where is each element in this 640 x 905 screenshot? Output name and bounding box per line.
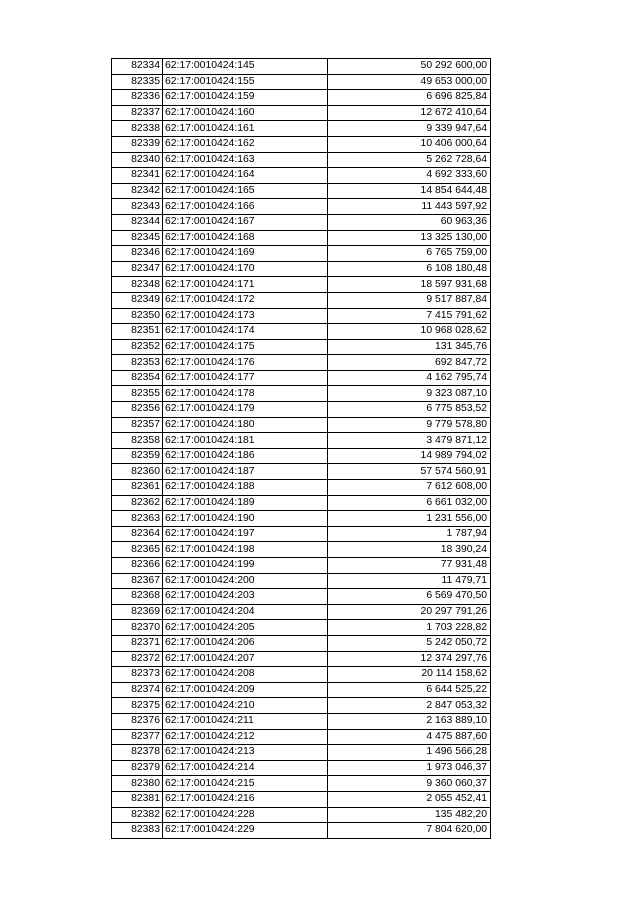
- table-row: [112, 589, 491, 605]
- row-number-cell: 82347: [112, 261, 163, 277]
- row-number-cell: 82359: [112, 448, 163, 464]
- row-number-cell: 82335: [112, 74, 163, 90]
- row-number-cell: 82348: [112, 277, 163, 293]
- table-row: [112, 495, 491, 511]
- row-number-cell: 82374: [112, 682, 163, 698]
- value-cell: 5 242 050,72: [328, 635, 491, 651]
- cadastral-number-cell: 62:17:0010424:161: [163, 121, 328, 137]
- cadastral-number-cell: 62:17:0010424:189: [163, 495, 328, 511]
- value-cell: 50 292 600,00: [328, 59, 491, 75]
- cadastral-value-table: [111, 58, 491, 839]
- value-cell: 77 931,48: [328, 558, 491, 574]
- cadastral-number-cell: 62:17:0010424:208: [163, 667, 328, 683]
- value-cell: 9 323 087,10: [328, 386, 491, 402]
- table-row: [112, 480, 491, 496]
- value-cell: 10 406 000,64: [328, 136, 491, 152]
- cadastral-number-cell: 62:17:0010424:215: [163, 776, 328, 792]
- value-cell: 4 692 333,60: [328, 168, 491, 184]
- row-number-cell: 82346: [112, 246, 163, 262]
- table-row: [112, 417, 491, 433]
- cadastral-number-cell: 62:17:0010424:206: [163, 635, 328, 651]
- row-number-cell: 82338: [112, 121, 163, 137]
- cadastral-number-cell: 62:17:0010424:170: [163, 261, 328, 277]
- row-number-cell: 82352: [112, 339, 163, 355]
- cadastral-number-cell: 62:17:0010424:204: [163, 604, 328, 620]
- table-row: [112, 542, 491, 558]
- table-row: [112, 246, 491, 262]
- cadastral-number-cell: 62:17:0010424:205: [163, 620, 328, 636]
- cadastral-number-cell: 62:17:0010424:166: [163, 199, 328, 215]
- cadastral-number-cell: 62:17:0010424:186: [163, 448, 328, 464]
- table-row: [112, 292, 491, 308]
- row-number-cell: 82372: [112, 651, 163, 667]
- cadastral-number-cell: 62:17:0010424:162: [163, 136, 328, 152]
- cadastral-number-cell: 62:17:0010424:199: [163, 558, 328, 574]
- value-cell: 2 163 889,10: [328, 713, 491, 729]
- value-cell: 6 108 180,48: [328, 261, 491, 277]
- table-row: [112, 526, 491, 542]
- value-cell: 6 661 032,00: [328, 495, 491, 511]
- value-cell: 6 644 525,22: [328, 682, 491, 698]
- table-row: [112, 152, 491, 168]
- value-cell: 5 262 728,64: [328, 152, 491, 168]
- row-number-cell: 82366: [112, 558, 163, 574]
- cadastral-number-cell: 62:17:0010424:213: [163, 745, 328, 761]
- table-row: [112, 698, 491, 714]
- table-row: [112, 230, 491, 246]
- row-number-cell: 82353: [112, 355, 163, 371]
- value-cell: 6 775 853,52: [328, 402, 491, 418]
- value-cell: 3 479 871,12: [328, 433, 491, 449]
- cadastral-number-cell: 62:17:0010424:165: [163, 183, 328, 199]
- row-number-cell: 82349: [112, 292, 163, 308]
- table-row: [112, 823, 491, 839]
- table-row: [112, 573, 491, 589]
- value-cell: 1 231 556,00: [328, 511, 491, 527]
- row-number-cell: 82343: [112, 199, 163, 215]
- value-cell: 1 973 046,37: [328, 760, 491, 776]
- value-cell: 6 569 470,50: [328, 589, 491, 605]
- table-row: [112, 386, 491, 402]
- row-number-cell: 82358: [112, 433, 163, 449]
- value-cell: 135 482,20: [328, 807, 491, 823]
- cadastral-number-cell: 62:17:0010424:172: [163, 292, 328, 308]
- cadastral-number-cell: 62:17:0010424:175: [163, 339, 328, 355]
- value-cell: 11 479,71: [328, 573, 491, 589]
- value-cell: 20 114 158,62: [328, 667, 491, 683]
- value-cell: 9 779 578,80: [328, 417, 491, 433]
- cadastral-number-cell: 62:17:0010424:188: [163, 480, 328, 496]
- value-cell: 6 696 825,84: [328, 90, 491, 106]
- row-number-cell: 82383: [112, 823, 163, 839]
- table-row: [112, 214, 491, 230]
- value-cell: 13 325 130,00: [328, 230, 491, 246]
- cadastral-number-cell: 62:17:0010424:155: [163, 74, 328, 90]
- cadastral-number-cell: 62:17:0010424:200: [163, 573, 328, 589]
- table-row: [112, 791, 491, 807]
- row-number-cell: 82371: [112, 635, 163, 651]
- cadastral-number-cell: 62:17:0010424:187: [163, 464, 328, 480]
- cadastral-number-cell: 62:17:0010424:174: [163, 324, 328, 340]
- value-cell: 1 703 228,82: [328, 620, 491, 636]
- row-number-cell: 82342: [112, 183, 163, 199]
- cadastral-number-cell: 62:17:0010424:181: [163, 433, 328, 449]
- cadastral-number-cell: 62:17:0010424:169: [163, 246, 328, 262]
- value-cell: 7 612 608,00: [328, 480, 491, 496]
- value-cell: 18 597 931,68: [328, 277, 491, 293]
- table-row: [112, 511, 491, 527]
- table-row: [112, 402, 491, 418]
- cadastral-number-cell: 62:17:0010424:171: [163, 277, 328, 293]
- table-body: [112, 59, 491, 839]
- cadastral-number-cell: 62:17:0010424:176: [163, 355, 328, 371]
- table-row: [112, 136, 491, 152]
- table-row: [112, 729, 491, 745]
- table-row: [112, 464, 491, 480]
- cadastral-number-cell: 62:17:0010424:203: [163, 589, 328, 605]
- row-number-cell: 82376: [112, 713, 163, 729]
- row-number-cell: 82362: [112, 495, 163, 511]
- row-number-cell: 82375: [112, 698, 163, 714]
- value-cell: 2 055 452,41: [328, 791, 491, 807]
- table-row: [112, 760, 491, 776]
- value-cell: 7 415 791,62: [328, 308, 491, 324]
- row-number-cell: 82379: [112, 760, 163, 776]
- row-number-cell: 82345: [112, 230, 163, 246]
- row-number-cell: 82339: [112, 136, 163, 152]
- table-row: [112, 183, 491, 199]
- row-number-cell: 82382: [112, 807, 163, 823]
- value-cell: 4 162 795,74: [328, 370, 491, 386]
- cadastral-number-cell: 62:17:0010424:198: [163, 542, 328, 558]
- cadastral-number-cell: 62:17:0010424:216: [163, 791, 328, 807]
- row-number-cell: 82363: [112, 511, 163, 527]
- cadastral-number-cell: 62:17:0010424:159: [163, 90, 328, 106]
- table-row: [112, 90, 491, 106]
- row-number-cell: 82340: [112, 152, 163, 168]
- table-row: [112, 74, 491, 90]
- row-number-cell: 82365: [112, 542, 163, 558]
- table-row: [112, 635, 491, 651]
- row-number-cell: 82368: [112, 589, 163, 605]
- value-cell: 9 360 060,37: [328, 776, 491, 792]
- cadastral-number-cell: 62:17:0010424:210: [163, 698, 328, 714]
- row-number-cell: 82377: [112, 729, 163, 745]
- table-row: [112, 168, 491, 184]
- value-cell: 18 390,24: [328, 542, 491, 558]
- row-number-cell: 82334: [112, 59, 163, 75]
- cadastral-number-cell: 62:17:0010424:178: [163, 386, 328, 402]
- table-row: [112, 558, 491, 574]
- row-number-cell: 82351: [112, 324, 163, 340]
- row-number-cell: 82380: [112, 776, 163, 792]
- cadastral-number-cell: 62:17:0010424:212: [163, 729, 328, 745]
- value-cell: 10 968 028,62: [328, 324, 491, 340]
- value-cell: 20 297 791,26: [328, 604, 491, 620]
- row-number-cell: 82336: [112, 90, 163, 106]
- value-cell: 12 672 410,64: [328, 105, 491, 121]
- value-cell: 14 854 644,48: [328, 183, 491, 199]
- data-sheet: [111, 58, 491, 839]
- value-cell: 4 475 887,60: [328, 729, 491, 745]
- cadastral-number-cell: 62:17:0010424:167: [163, 214, 328, 230]
- table-row: [112, 370, 491, 386]
- row-number-cell: 82373: [112, 667, 163, 683]
- table-row: [112, 339, 491, 355]
- table-row: [112, 667, 491, 683]
- cadastral-number-cell: 62:17:0010424:207: [163, 651, 328, 667]
- table-row: [112, 355, 491, 371]
- table-row: [112, 105, 491, 121]
- table-row: [112, 713, 491, 729]
- table-row: [112, 604, 491, 620]
- cadastral-number-cell: 62:17:0010424:180: [163, 417, 328, 433]
- value-cell: 6 765 759,00: [328, 246, 491, 262]
- row-number-cell: 82356: [112, 402, 163, 418]
- value-cell: 131 345,76: [328, 339, 491, 355]
- value-cell: 2 847 053,32: [328, 698, 491, 714]
- table-row: [112, 745, 491, 761]
- table-row: [112, 620, 491, 636]
- table-row: [112, 776, 491, 792]
- table-row: [112, 682, 491, 698]
- value-cell: 7 804 620,00: [328, 823, 491, 839]
- value-cell: 1 787,94: [328, 526, 491, 542]
- value-cell: 14 989 794,02: [328, 448, 491, 464]
- table-row: [112, 448, 491, 464]
- table-row: [112, 59, 491, 75]
- value-cell: 9 517 887,84: [328, 292, 491, 308]
- value-cell: 1 496 566,28: [328, 745, 491, 761]
- cadastral-number-cell: 62:17:0010424:190: [163, 511, 328, 527]
- row-number-cell: 82370: [112, 620, 163, 636]
- table-row: [112, 199, 491, 215]
- row-number-cell: 82350: [112, 308, 163, 324]
- row-number-cell: 82378: [112, 745, 163, 761]
- row-number-cell: 82369: [112, 604, 163, 620]
- table-row: [112, 324, 491, 340]
- table-row: [112, 261, 491, 277]
- cadastral-number-cell: 62:17:0010424:168: [163, 230, 328, 246]
- cadastral-number-cell: 62:17:0010424:229: [163, 823, 328, 839]
- cadastral-number-cell: 62:17:0010424:197: [163, 526, 328, 542]
- row-number-cell: 82360: [112, 464, 163, 480]
- cadastral-number-cell: 62:17:0010424:179: [163, 402, 328, 418]
- cadastral-number-cell: 62:17:0010424:160: [163, 105, 328, 121]
- value-cell: 57 574 560,91: [328, 464, 491, 480]
- table-row: [112, 433, 491, 449]
- row-number-cell: 82337: [112, 105, 163, 121]
- value-cell: 60 963,36: [328, 214, 491, 230]
- value-cell: 12 374 297,76: [328, 651, 491, 667]
- value-cell: 11 443 597,92: [328, 199, 491, 215]
- cadastral-number-cell: 62:17:0010424:228: [163, 807, 328, 823]
- row-number-cell: 82367: [112, 573, 163, 589]
- row-number-cell: 82355: [112, 386, 163, 402]
- value-cell: 9 339 947,64: [328, 121, 491, 137]
- row-number-cell: 82381: [112, 791, 163, 807]
- value-cell: 692 847,72: [328, 355, 491, 371]
- cadastral-number-cell: 62:17:0010424:177: [163, 370, 328, 386]
- cadastral-number-cell: 62:17:0010424:173: [163, 308, 328, 324]
- table-row: [112, 308, 491, 324]
- cadastral-number-cell: 62:17:0010424:209: [163, 682, 328, 698]
- value-cell: 49 653 000,00: [328, 74, 491, 90]
- row-number-cell: 82341: [112, 168, 163, 184]
- table-row: [112, 121, 491, 137]
- cadastral-number-cell: 62:17:0010424:163: [163, 152, 328, 168]
- table-row: [112, 277, 491, 293]
- table-row: [112, 651, 491, 667]
- row-number-cell: 82361: [112, 480, 163, 496]
- cadastral-number-cell: 62:17:0010424:214: [163, 760, 328, 776]
- row-number-cell: 82357: [112, 417, 163, 433]
- cadastral-number-cell: 62:17:0010424:211: [163, 713, 328, 729]
- cadastral-number-cell: 62:17:0010424:145: [163, 59, 328, 75]
- table-row: [112, 807, 491, 823]
- row-number-cell: 82344: [112, 214, 163, 230]
- row-number-cell: 82354: [112, 370, 163, 386]
- cadastral-number-cell: 62:17:0010424:164: [163, 168, 328, 184]
- row-number-cell: 82364: [112, 526, 163, 542]
